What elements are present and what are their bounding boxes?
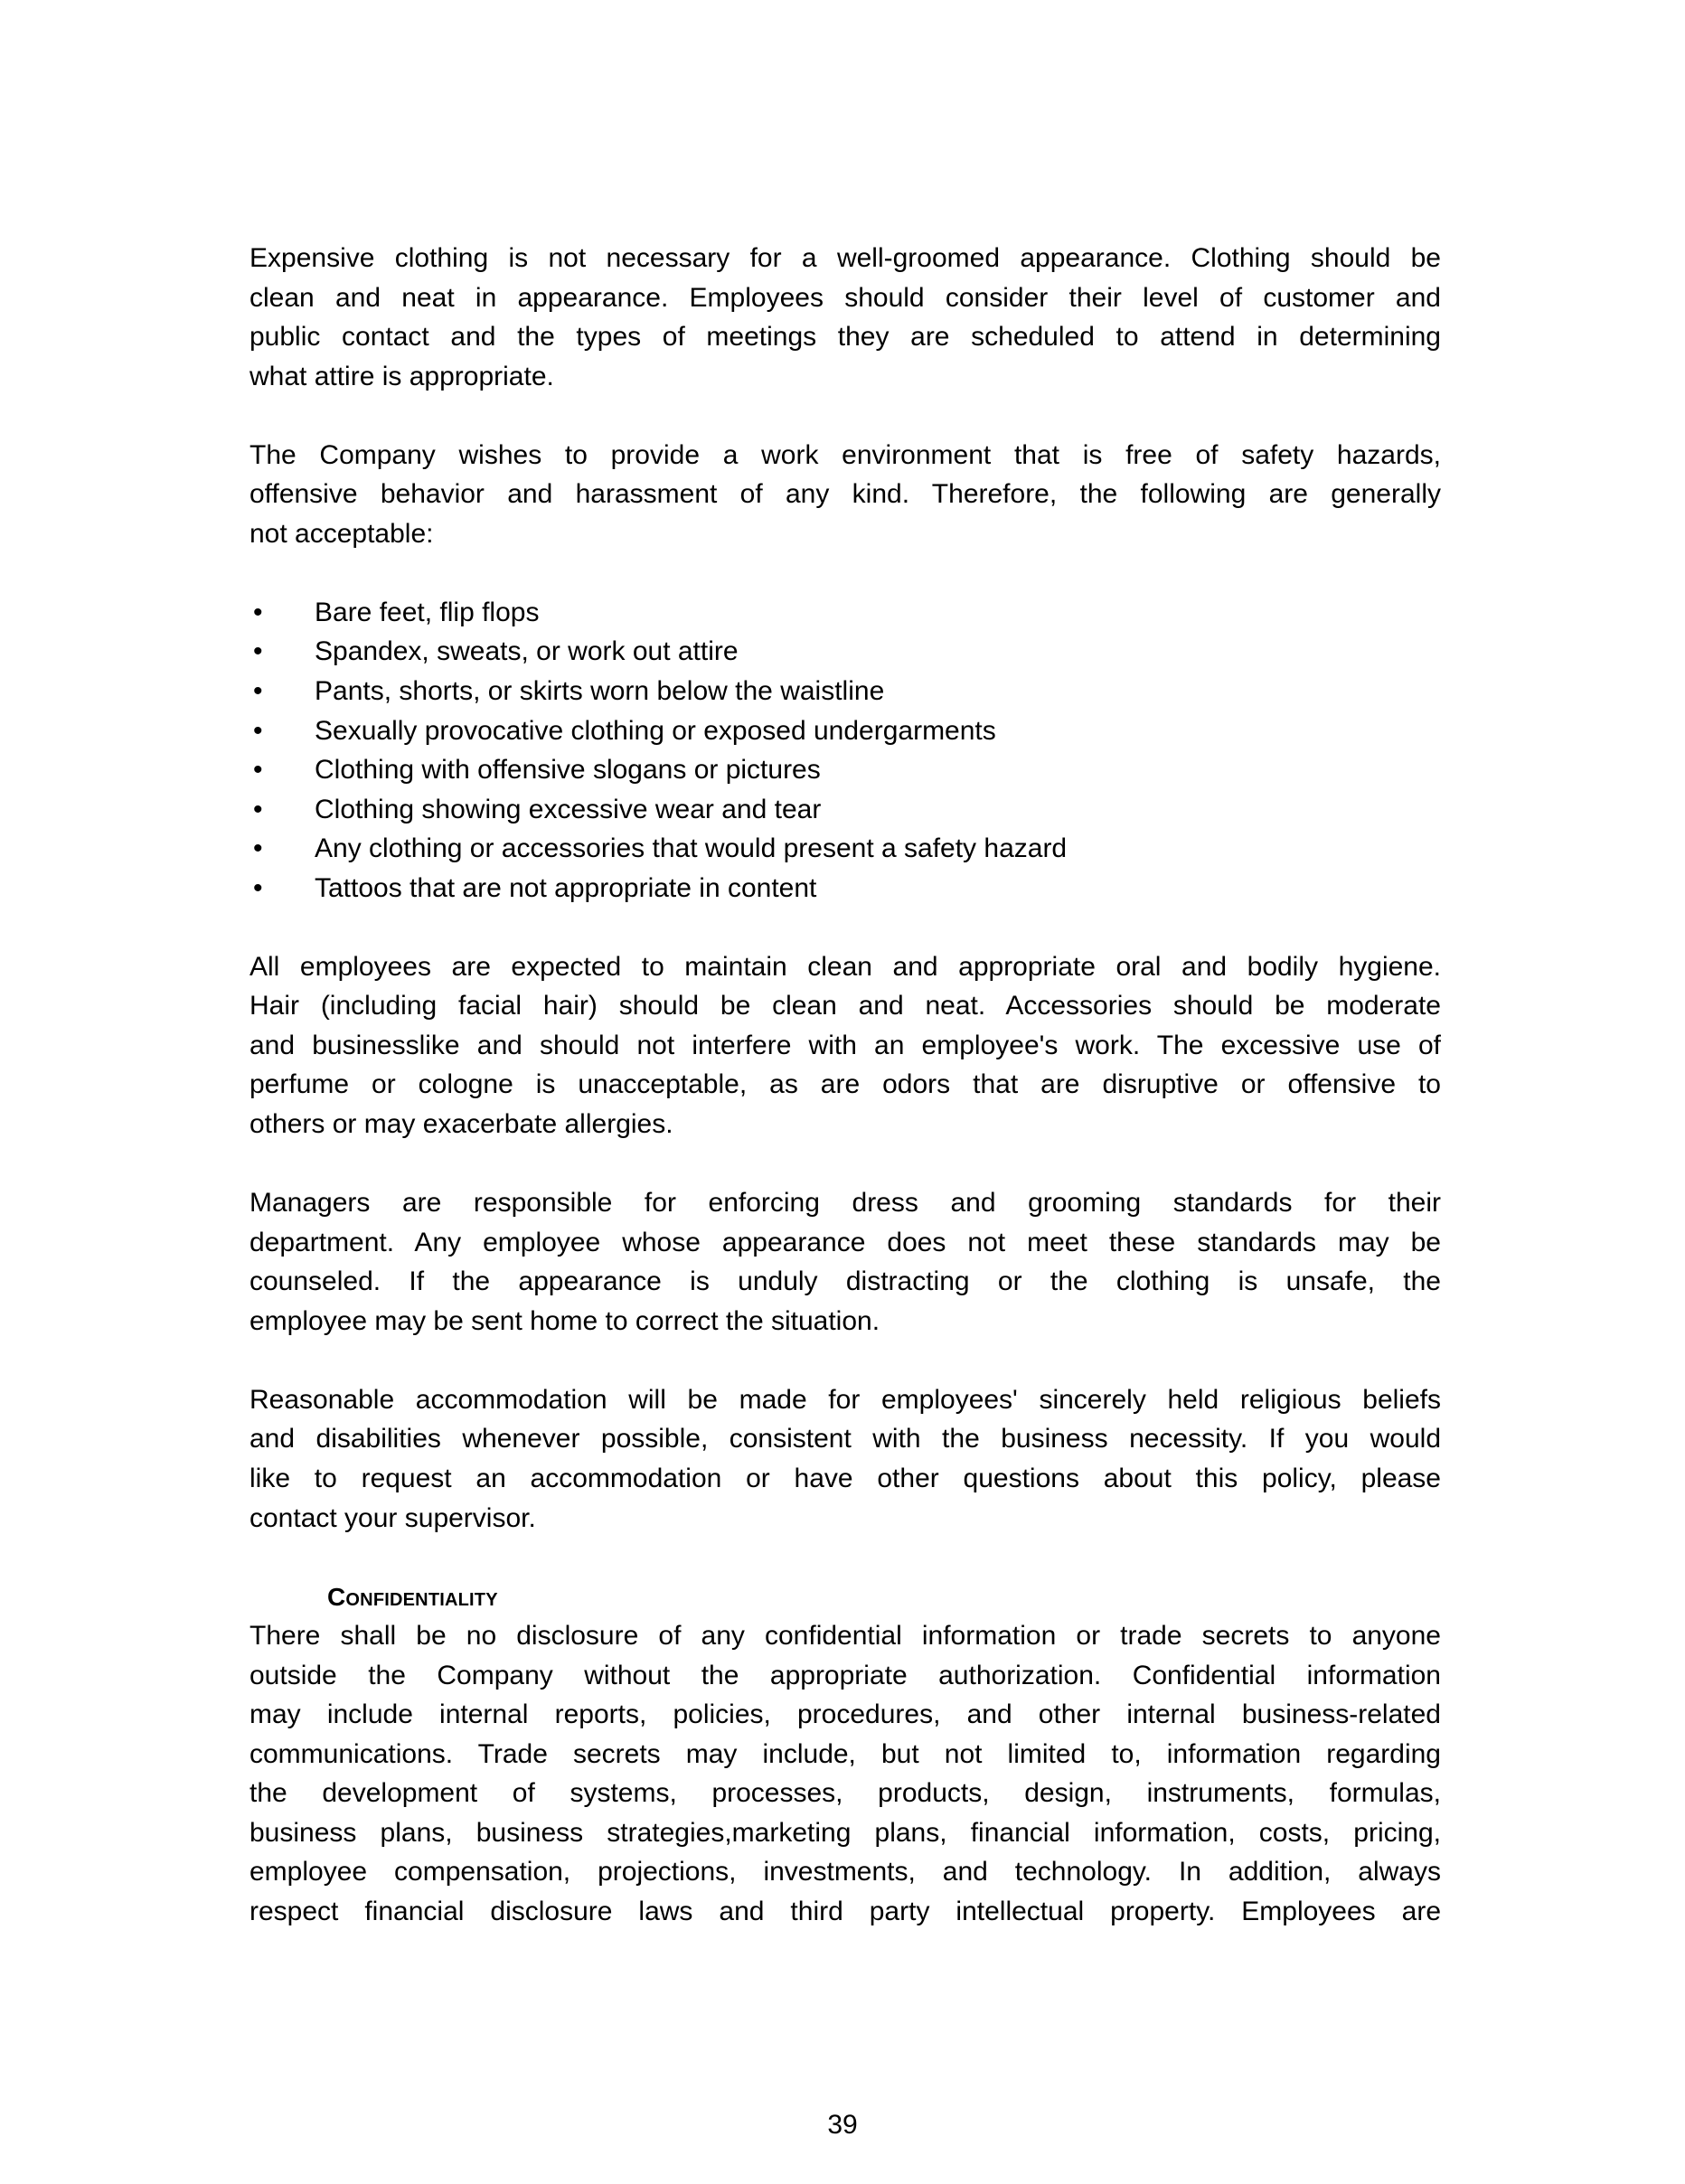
paragraph [249, 436, 1441, 554]
text-line: counseled. If the appearance is unduly distracting or the clothing is unsafe, the [249, 1266, 1441, 1297]
list-item-text: Clothing showing excessive wear and tear [315, 794, 822, 824]
paragraph [249, 1380, 1441, 1538]
list-item-text: Bare feet, flip flops [315, 597, 540, 627]
text-line: All employees are expected to maintain clean and appropriate oral and bodily hygiene. [249, 951, 1441, 982]
list-item [249, 672, 1441, 711]
text-line: clean and neat in appearance. Employees should consider their level of customer and [249, 282, 1441, 313]
bullet-icon: • [253, 597, 263, 627]
text-line: perfume or cologne is unacceptable, as are odors that are disruptive or offensive to [249, 1069, 1441, 1100]
bullet-icon: • [253, 794, 263, 824]
list-item [249, 869, 1441, 908]
text-line: There shall be no disclosure of any confidential information or trade secrets to anyone [249, 1621, 1441, 1652]
text-line: and disabilities whenever possible, consistent with the business necessity. If you would [249, 1424, 1441, 1454]
list-item-text: Pants, shorts, or skirts worn below the waistline [315, 676, 885, 707]
text-line: the development of systems, processes, products, design, instruments, formulas, [249, 1778, 1441, 1809]
text-line: may include internal reports, policies, procedures, and other internal business-related [249, 1699, 1441, 1730]
text-line: Reasonable accommodation will be made for employees' sincerely held religious beliefs [249, 1384, 1441, 1415]
text-line: The Company wishes to provide a work environment that is free of safety hazards, [249, 439, 1441, 470]
list-item [249, 711, 1441, 751]
list-item-text: Tattoos that are not appropriate in content [315, 872, 817, 903]
bullet-icon: • [253, 833, 263, 864]
text-line: department. Any employee whose appearance does not meet these standards may be [249, 1227, 1441, 1257]
text-line: Expensive clothing is not necessary for a well-groomed appearance. Clothing should be [249, 243, 1441, 273]
list-item [249, 790, 1441, 830]
list-item-text: Clothing with offensive slogans or pictures [315, 755, 821, 786]
text-line: public contact and the types of meetings they are scheduled to attend in determining [249, 322, 1441, 353]
text-line: like to request an accommodation or have other questions about this policy, please [249, 1463, 1441, 1493]
paragraph [249, 1616, 1441, 1931]
list-item [249, 593, 1441, 633]
list-item [249, 632, 1441, 672]
text-line: business plans, business strategies,marketing plans, financial information, costs, pricing, [249, 1817, 1441, 1848]
bullet-icon: • [253, 755, 263, 786]
text-line: offensive behavior and harassment of any kind. Therefore, the following are generally [249, 479, 1441, 510]
unacceptable-attire-list [249, 593, 1441, 908]
bullet-icon: • [253, 636, 263, 667]
list-item-text: Sexually provocative clothing or exposed undergarments [315, 715, 996, 746]
section-heading-confidentiality: Confidentiality [327, 1582, 498, 1611]
paragraph [249, 1183, 1441, 1341]
text-line: employee compensation, projections, investments, and technology. In addition, always [249, 1857, 1441, 1887]
confidentiality-paragraph [249, 1616, 1441, 1931]
bullet-icon: • [253, 715, 263, 746]
text-line: not acceptable: [249, 518, 434, 549]
page-body [249, 239, 1441, 1932]
list-item-text: Any clothing or accessories that would present a safety hazard [315, 833, 1068, 864]
list-item [249, 750, 1441, 790]
page-number: 39 [827, 2110, 858, 2140]
text-line: Hair (including facial hair) should be clean and neat. Accessories should be moderate [249, 991, 1441, 1021]
text-line: what attire is appropriate. [249, 361, 554, 391]
text-line: Managers are responsible for enforcing dress and grooming standards for their [249, 1188, 1441, 1219]
list-item [249, 829, 1441, 869]
text-line: communications. Trade secrets may include, but not limited to, information regarding [249, 1738, 1441, 1769]
text-line: employee may be sent home to correct the situation. [249, 1305, 880, 1336]
text-line: others or may exacerbate allergies. [249, 1109, 673, 1140]
bullet-icon: • [253, 872, 263, 903]
text-line: and businesslike and should not interfere with an employee's work. The excessive use of [249, 1030, 1441, 1060]
list-item-text: Spandex, sweats, or work out attire [315, 636, 739, 667]
bullet-icon: • [253, 676, 263, 707]
paragraph [249, 947, 1441, 1144]
text-line: respect financial disclosure laws and third party intellectual property. Employees are [249, 1896, 1441, 1926]
text-line: outside the Company without the appropriate authorization. Confidential information [249, 1660, 1441, 1690]
text-line: contact your supervisor. [249, 1502, 536, 1533]
paragraph [249, 239, 1441, 396]
